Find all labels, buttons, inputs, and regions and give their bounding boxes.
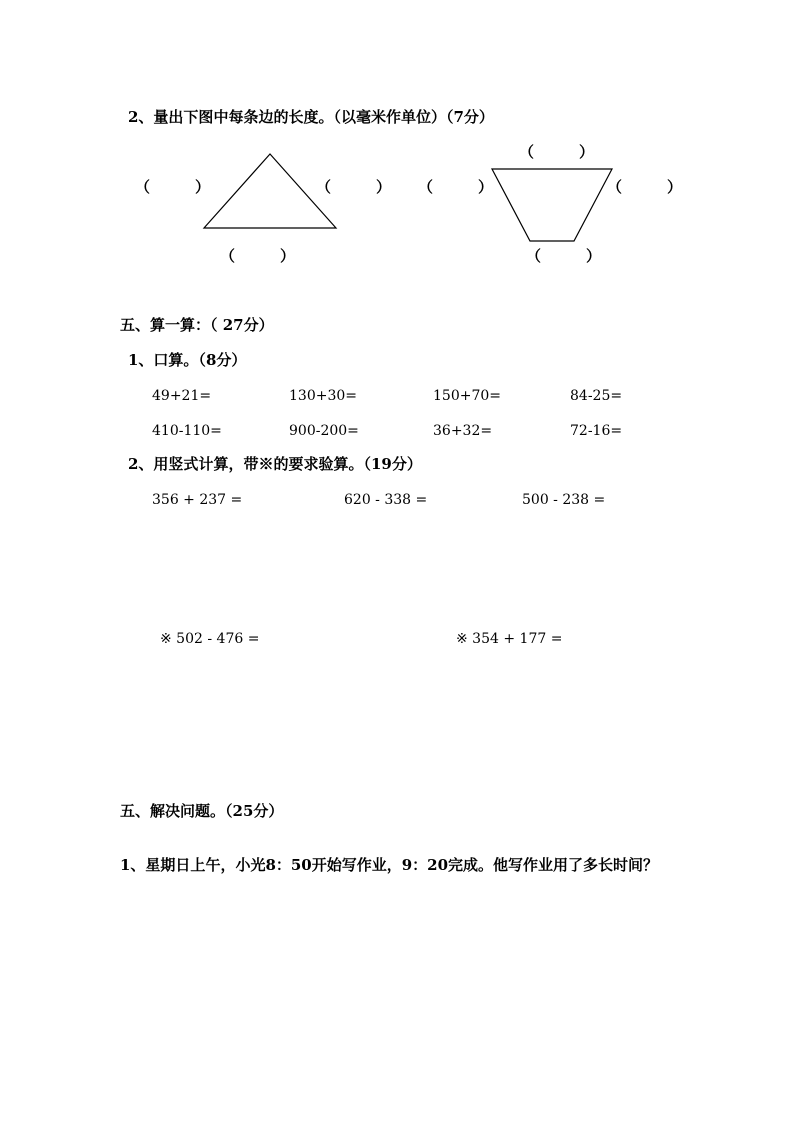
calc-section-title: 五、算一算：（ 27分）	[120, 316, 274, 334]
vertical-calc-title: 2、用竖式计算，带※的要求验算。（19分）	[128, 455, 422, 473]
mental-problem: 410-110=	[152, 423, 222, 439]
mental-problem: 130+30=	[289, 388, 357, 404]
vertical-problem: 620 - 338 =	[344, 492, 428, 508]
trapezoid-figure	[488, 165, 618, 245]
mental-problem: 84-25=	[570, 388, 623, 404]
trapezoid-bottom-blank: （ ）	[526, 247, 602, 265]
trapezoid-right-side-blank: （ ）	[607, 178, 683, 196]
vertical-problem-check: ※ 502 - 476 =	[160, 631, 260, 647]
trapezoid-left-side-blank: （ ）	[418, 178, 494, 196]
triangle-left-side-blank: （ ）	[135, 178, 211, 196]
vertical-problem: 500 - 238 =	[522, 492, 606, 508]
mental-problem: 150+70=	[433, 388, 501, 404]
trapezoid-top-blank: （ ）	[519, 143, 595, 161]
mental-problem: 72-16=	[570, 423, 623, 439]
word-problem-1: 1、星期日上午，小光8：50开始写作业，9：20完成。他写作业用了多长时间？	[120, 856, 659, 874]
measure-question-title: 2、量出下图中每条边的长度。（以毫米作单位）（7分）	[128, 108, 494, 126]
solve-section-title: 五、解决问题。（25分）	[120, 802, 284, 820]
mental-problem: 36+32=	[433, 423, 493, 439]
vertical-problem-check: ※ 354 + 177 =	[456, 631, 563, 647]
mental-math-title: 1、口算。（8分）	[128, 351, 247, 369]
mental-problem: 49+21=	[152, 388, 212, 404]
vertical-problem: 356 + 237 =	[152, 492, 243, 508]
mental-problem: 900-200=	[289, 423, 359, 439]
triangle-base-blank: （ ）	[220, 247, 296, 265]
triangle-right-side-blank: （ ）	[316, 178, 392, 196]
